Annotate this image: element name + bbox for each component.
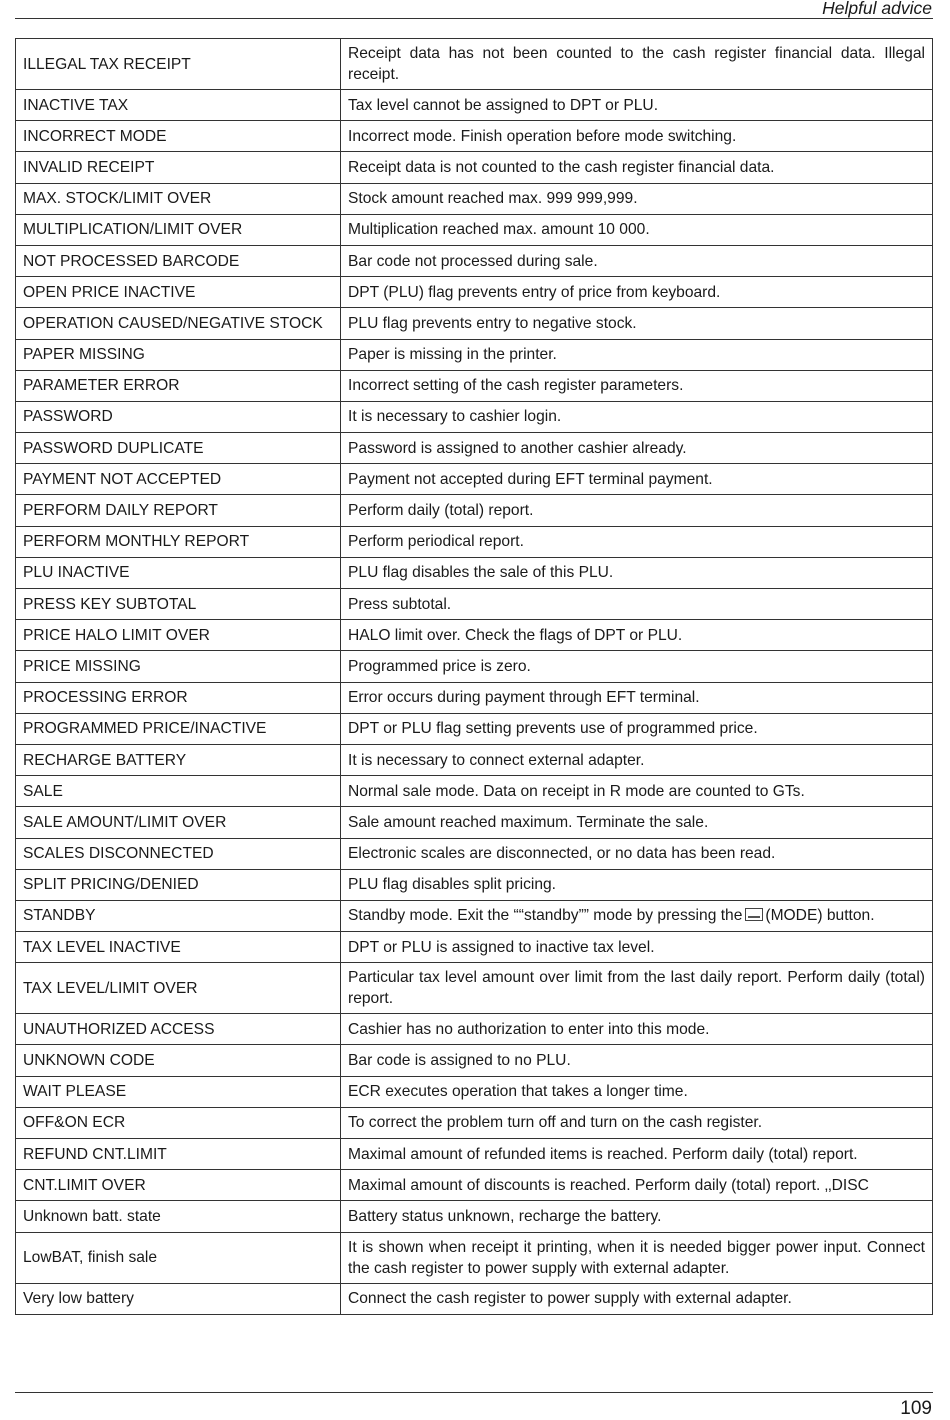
message-description: Perform periodical report. xyxy=(341,526,933,557)
table-row xyxy=(16,900,933,931)
message-code: PERFORM MONTHLY REPORT xyxy=(16,526,341,557)
table-row xyxy=(16,932,933,963)
message-code: PARAMETER ERROR xyxy=(16,370,341,401)
table-row xyxy=(16,339,933,370)
message-description: Connect the cash register to power supply with external adapter. xyxy=(341,1283,933,1314)
message-code: SPLIT PRICING/DENIED xyxy=(16,869,341,900)
table-row xyxy=(16,433,933,464)
message-description: It is necessary to cashier login. xyxy=(341,401,933,432)
message-code: PERFORM DAILY REPORT xyxy=(16,495,341,526)
message-description: Perform daily (total) report. xyxy=(341,495,933,526)
table-row xyxy=(16,121,933,152)
message-code: PASSWORD xyxy=(16,401,341,432)
table-row xyxy=(16,464,933,495)
table-row xyxy=(16,1283,933,1314)
table-row xyxy=(16,1107,933,1138)
message-description: DPT or PLU flag setting prevents use of programmed price. xyxy=(341,713,933,744)
message-description: HALO limit over. Check the flags of DPT or PLU. xyxy=(341,620,933,651)
message-code: STANDBY xyxy=(16,900,341,931)
message-code: Very low battery xyxy=(16,1283,341,1314)
message-description: ECR executes operation that takes a longer time. xyxy=(341,1076,933,1107)
message-code: TAX LEVEL/LIMIT OVER xyxy=(16,963,341,1014)
table-row xyxy=(16,1076,933,1107)
message-code: PAPER MISSING xyxy=(16,339,341,370)
table-row xyxy=(16,1232,933,1283)
message-description: Electronic scales are disconnected, or no data has been read. xyxy=(341,838,933,869)
message-code: NOT PROCESSED BARCODE xyxy=(16,245,341,276)
message-description xyxy=(341,900,933,931)
message-description: Stock amount reached max. 999 999,999. xyxy=(341,183,933,214)
message-code: MAX. STOCK/LIMIT OVER xyxy=(16,183,341,214)
message-code: REFUND CNT.LIMIT xyxy=(16,1139,341,1170)
page-number: 109 xyxy=(900,1398,932,1419)
message-description: Paper is missing in the printer. xyxy=(341,339,933,370)
message-description: PLU flag disables the sale of this PLU. xyxy=(341,557,933,588)
message-description: Multiplication reached max. amount 10 000. xyxy=(341,214,933,245)
message-description: Maximal amount of refunded items is reached. Perform daily (total) report. xyxy=(341,1139,933,1170)
message-code: PASSWORD DUPLICATE xyxy=(16,433,341,464)
message-code: OFF&ON ECR xyxy=(16,1107,341,1138)
table-row xyxy=(16,589,933,620)
table-row xyxy=(16,557,933,588)
message-code: PROCESSING ERROR xyxy=(16,682,341,713)
table-row xyxy=(16,245,933,276)
table-row xyxy=(16,682,933,713)
message-description: Bar code is assigned to no PLU. xyxy=(341,1045,933,1076)
message-code: SALE AMOUNT/LIMIT OVER xyxy=(16,807,341,838)
standby-description-start: Standby mode. Exit the ““standby”” mode by pressing the xyxy=(348,907,743,925)
table-row xyxy=(16,370,933,401)
message-code: PROGRAMMED PRICE/INACTIVE xyxy=(16,713,341,744)
table-row xyxy=(16,277,933,308)
message-description: Bar code not processed during sale. xyxy=(341,245,933,276)
message-code: SALE xyxy=(16,776,341,807)
message-description: It is necessary to connect external adapter. xyxy=(341,744,933,775)
message-code: PLU INACTIVE xyxy=(16,557,341,588)
table-row xyxy=(16,1201,933,1232)
table-row xyxy=(16,183,933,214)
message-code: MULTIPLICATION/LIMIT OVER xyxy=(16,214,341,245)
table-row xyxy=(16,963,933,1014)
table-row xyxy=(16,713,933,744)
message-code: SCALES DISCONNECTED xyxy=(16,838,341,869)
message-code: OPERATION CAUSED/NEGATIVE STOCK xyxy=(16,308,341,339)
message-code: TAX LEVEL INACTIVE xyxy=(16,932,341,963)
table-row xyxy=(16,152,933,183)
message-description: PLU flag disables split pricing. xyxy=(341,869,933,900)
table-row xyxy=(16,39,933,90)
error-message-table-body xyxy=(16,39,933,1315)
table-row xyxy=(16,1139,933,1170)
table-row xyxy=(16,90,933,121)
message-code: UNAUTHORIZED ACCESS xyxy=(16,1014,341,1045)
error-message-table xyxy=(15,38,933,1315)
table-row xyxy=(16,651,933,682)
message-code: PRICE HALO LIMIT OVER xyxy=(16,620,341,651)
message-description: Payment not accepted during EFT terminal payment. xyxy=(341,464,933,495)
table-row xyxy=(16,495,933,526)
header-divider xyxy=(15,18,933,19)
footer-divider xyxy=(15,1392,933,1393)
message-code: CNT.LIMIT OVER xyxy=(16,1170,341,1201)
table-row xyxy=(16,401,933,432)
message-code: RECHARGE BATTERY xyxy=(16,744,341,775)
message-description: Particular tax level amount over limit from the last daily report. Perform daily (total) report. xyxy=(341,963,933,1014)
table-row xyxy=(16,807,933,838)
standby-description-end: (MODE) button. xyxy=(765,907,875,925)
message-description: Cashier has no authorization to enter into this mode. xyxy=(341,1014,933,1045)
message-description: Receipt data is not counted to the cash register financial data. xyxy=(341,152,933,183)
message-description: Normal sale mode. Data on receipt in R mode are counted to GTs. xyxy=(341,776,933,807)
message-code: INCORRECT MODE xyxy=(16,121,341,152)
message-description: PLU flag prevents entry to negative stock. xyxy=(341,308,933,339)
message-code: Unknown batt. state xyxy=(16,1201,341,1232)
message-description: Receipt data has not been counted to the cash register financial data. Illegal receipt. xyxy=(341,39,933,90)
message-code: ILLEGAL TAX RECEIPT xyxy=(16,39,341,90)
message-description: Incorrect setting of the cash register parameters. xyxy=(341,370,933,401)
message-code: INACTIVE TAX xyxy=(16,90,341,121)
page-header-title: Helpful advice xyxy=(822,0,932,18)
message-code: WAIT PLEASE xyxy=(16,1076,341,1107)
table-row xyxy=(16,869,933,900)
message-description: DPT (PLU) flag prevents entry of price from keyboard. xyxy=(341,277,933,308)
message-description: Error occurs during payment through EFT terminal. xyxy=(341,682,933,713)
table-row xyxy=(16,1014,933,1045)
message-description: Password is assigned to another cashier already. xyxy=(341,433,933,464)
table-row xyxy=(16,1170,933,1201)
message-description: Programmed price is zero. xyxy=(341,651,933,682)
message-code: PRESS KEY SUBTOTAL xyxy=(16,589,341,620)
message-description: Battery status unknown, recharge the battery. xyxy=(341,1201,933,1232)
table-row xyxy=(16,776,933,807)
message-description: It is shown when receipt it printing, when it is needed bigger power input. Connect the cash register to power supply with external adapter. xyxy=(341,1232,933,1283)
message-description: Press subtotal. xyxy=(341,589,933,620)
table-row xyxy=(16,214,933,245)
table-row xyxy=(16,1045,933,1076)
message-code: LowBAT, finish sale xyxy=(16,1232,341,1283)
message-description: DPT or PLU is assigned to inactive tax level. xyxy=(341,932,933,963)
table-row xyxy=(16,526,933,557)
table-row xyxy=(16,620,933,651)
message-code: PAYMENT NOT ACCEPTED xyxy=(16,464,341,495)
message-code: PRICE MISSING xyxy=(16,651,341,682)
table-row xyxy=(16,308,933,339)
message-description: Maximal amount of discounts is reached. Perform daily (total) report. ‚‚DISC xyxy=(341,1170,933,1201)
message-code: UNKNOWN CODE xyxy=(16,1045,341,1076)
message-description: Sale amount reached maximum. Terminate the sale. xyxy=(341,807,933,838)
message-description: To correct the problem turn off and turn on the cash register. xyxy=(341,1107,933,1138)
message-code: OPEN PRICE INACTIVE xyxy=(16,277,341,308)
message-code: INVALID RECEIPT xyxy=(16,152,341,183)
table-row xyxy=(16,838,933,869)
mode-key-icon xyxy=(745,908,763,921)
table-row xyxy=(16,744,933,775)
message-description: Tax level cannot be assigned to DPT or PLU. xyxy=(341,90,933,121)
message-description: Incorrect mode. Finish operation before mode switching. xyxy=(341,121,933,152)
